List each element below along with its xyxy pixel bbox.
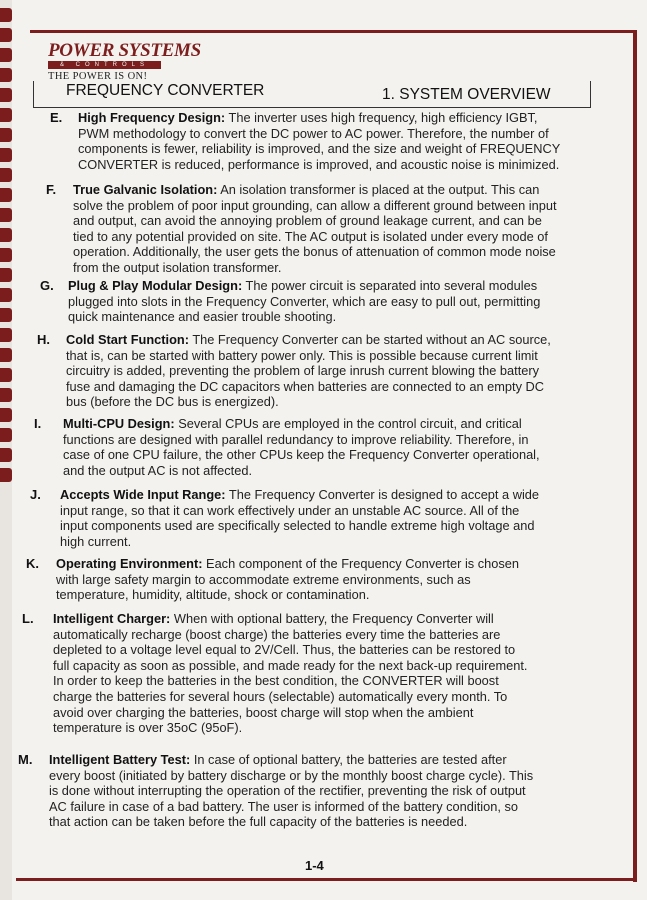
item-line (53, 611, 494, 626)
item-line: case of one CPU failure, the other CPUs keep the Frequency Converter operational, (63, 447, 540, 463)
item-line: avoid over charging the batteries, boost charge will stop when the ambient (53, 704, 474, 720)
item-line: components is fewer, reliability is improved, and the size and weight of FREQUENCY (78, 141, 561, 157)
item-text: When with optional battery, the Frequency Converter will (173, 611, 494, 626)
item-line: In order to keep the batteries in the best condition, the CONVERTER will boost (53, 673, 499, 689)
item-title: Operating Environment: (56, 556, 203, 571)
item-line (73, 182, 539, 197)
logo-sub: & CONTROLS (48, 61, 161, 69)
item-text: In case of optional battery, the batteries are tested after (193, 752, 507, 767)
page-frame-right (633, 30, 637, 882)
item-letter: M. (18, 752, 33, 767)
item-text: The power circuit is separated into several modules (245, 278, 538, 293)
spiral-coil (0, 468, 12, 482)
item-line: and the output AC is not affected. (63, 462, 253, 478)
item-line: that action can be taken before the full capacity of the batteries is needed. (49, 814, 468, 830)
spiral-coil (0, 328, 12, 342)
item-line: quick maintenance and easier trouble shooting. (68, 309, 337, 325)
spiral-coil (0, 308, 12, 322)
item-title: Intelligent Battery Test: (49, 752, 191, 767)
spiral-coil (0, 208, 12, 222)
spiral-coil (0, 88, 12, 102)
item-line: AC failure in case of a bad battery. The user is informed of the battery condition, so (49, 798, 518, 814)
page-number: 1-4 (305, 858, 324, 873)
spiral-coil (0, 8, 12, 22)
item-line: temperature is over 35oC (95oF). (53, 720, 243, 736)
item-line: that is, can be started with battery power only. This is possible because current limit (66, 347, 538, 363)
item-letter: H. (37, 332, 50, 347)
item-letter: I. (34, 416, 42, 431)
item-line: fuse and damaging the DC capacitors when batteries are connected to an empty DC (66, 378, 545, 394)
item-text: Each component of the Frequency Converter is chosen (206, 556, 520, 571)
item-line: operation. Additionally, the user gets the bonus of attenuation of common mode noise (73, 244, 556, 260)
spiral-coil (0, 348, 12, 362)
spiral-coil (0, 128, 12, 142)
item-letter: L. (22, 611, 34, 626)
item-text: The Frequency Converter is designed to accept a wide (228, 487, 540, 502)
item-text: Several CPUs are employed in the control circuit, and critical (178, 416, 522, 431)
spiral-coil (0, 228, 12, 242)
item-line (68, 278, 537, 293)
spiral-coil (0, 448, 12, 462)
logo-tagline: THE POWER IS ON! (48, 71, 148, 82)
item-line: every boost (initiated by battery discharge or by the monthly boost charge cycle). This (49, 767, 534, 783)
item-line (60, 487, 539, 502)
company-logo (48, 40, 201, 82)
spiral-coil (0, 368, 12, 382)
item-line: is done without interrupting the operation of the rectifier, preventing the risk of output (49, 783, 526, 799)
item-line: solve the problem of poor input grounding, can allow a different ground between input (73, 197, 557, 213)
item-line (49, 752, 507, 767)
spiral-coil (0, 48, 12, 62)
item-title: Cold Start Function: (66, 332, 189, 347)
spiral-coil (0, 268, 12, 282)
item-title: True Galvanic Isolation: (73, 182, 218, 197)
item-line: and output, can avoid the annoying problem of ground leakage current, and can be (73, 213, 542, 229)
item-line: temperature, humidity, altitude, shock or contamination. (56, 587, 370, 603)
item-letter: G. (40, 278, 54, 293)
spiral-coil (0, 188, 12, 202)
spiral-coil (0, 288, 12, 302)
item-line: input components used are specifically selected to handle extreme high voltage and (60, 518, 535, 534)
page-frame-bottom (16, 878, 637, 881)
item-line: functions are designed with parallel redundancy to improve reliability. Therefore, in (63, 431, 529, 447)
logo-name: POWER SYSTEMS (48, 40, 201, 61)
item-text: An isolation transformer is placed at the output. This can (220, 182, 540, 197)
item-line (56, 556, 519, 571)
document-title: FREQUENCY CONVERTER (66, 82, 265, 99)
spiral-binding (0, 0, 12, 900)
item-line: circuitry is added, preventing the problem of large inrush current blowing the battery (66, 363, 540, 379)
item-line (63, 416, 522, 431)
item-line: input range, so that it can work effectively under an unstable AC source. All of the (60, 502, 520, 518)
spiral-coil (0, 408, 12, 422)
item-line (78, 110, 537, 125)
item-line: from the output isolation transformer. (73, 260, 282, 275)
spiral-coil (0, 168, 12, 182)
spiral-coil (0, 148, 12, 162)
spiral-coil (0, 108, 12, 122)
item-title: Accepts Wide Input Range: (60, 487, 226, 502)
item-letter: J. (30, 487, 41, 502)
item-text: The Frequency Converter can be started without an AC source, (192, 332, 551, 347)
item-line: automatically recharge (boost charge) the batteries every time the batteries are (53, 626, 501, 642)
item-line: with large safety margin to accommodate extreme environments, such as (56, 571, 471, 587)
item-letter: F. (46, 182, 57, 197)
item-text: The inverter uses high frequency, high efficiency IGBT, (228, 110, 538, 125)
item-line: depleted to a voltage level equal to 2V/Cell. Thus, the batteries can be restored to (53, 642, 516, 658)
spiral-coil (0, 28, 12, 42)
page-frame-top (30, 30, 637, 33)
item-line: high current. (60, 533, 132, 549)
item-line: charge the batteries for several hours (selectable) automatically every month. To (53, 689, 508, 704)
item-line (66, 332, 551, 347)
item-line: plugged into slots in the Frequency Converter, which are easy to pull out, permitting (68, 293, 541, 309)
spiral-coil (0, 248, 12, 262)
item-letter: E. (50, 110, 63, 125)
item-line: CONVERTER is reduced, performance is improved, and acoustic noise is minimized. (78, 156, 560, 172)
item-title: High Frequency Design: (78, 110, 226, 125)
spiral-coil (0, 428, 12, 442)
item-title: Plug & Play Modular Design: (68, 278, 243, 293)
item-letter: K. (26, 556, 39, 571)
item-line: full capacity as soon as possible, and made ready for the next back-up requirement. (53, 657, 528, 673)
item-line: PWM methodology to convert the DC power to AC power. Therefore, the number of (78, 125, 549, 141)
spiral-coil (0, 388, 12, 402)
item-title: Intelligent Charger: (53, 611, 171, 626)
item-line: bus (before the DC bus is energized). (66, 394, 279, 410)
item-line: tied to any potential provided on site. The AC output is isolated under every mode of (73, 228, 548, 244)
section-title: 1. SYSTEM OVERVIEW (382, 86, 551, 103)
item-title: Multi-CPU Design: (63, 416, 175, 431)
spiral-coil (0, 68, 12, 82)
